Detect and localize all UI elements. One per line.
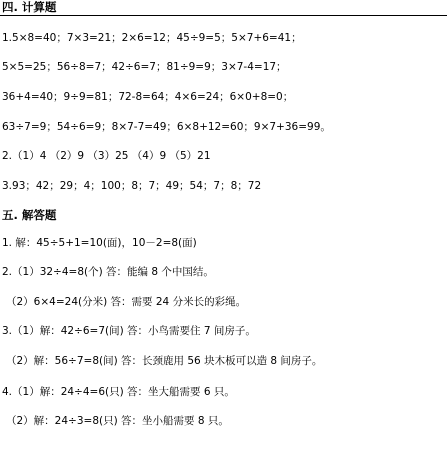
solve-line-2-2: （2）6×4=24(分米) 答：需要 24 分米长的彩绳。 bbox=[6, 296, 247, 308]
solve-line-3-2: （2）解：56÷7=8(间) 答：长颈鹿用 56 块木板可以造 8 间房子。 bbox=[6, 355, 323, 367]
solve-line-3-1: 3.（1）解：42÷6=7(间) 答：小鸟需要住 7 间房子。 bbox=[2, 325, 256, 337]
solve-line-4-2: （2）解：24÷3=8(只) 答：坐小船需要 8 只。 bbox=[6, 415, 229, 427]
calc-answer-3: 3.93；42；29；4；100；8；7；49；54；7；8；72 bbox=[2, 180, 262, 192]
calc-line-3: 36+4=40；9÷9=81；72-8=64；4×6=24；6×0+8=0； bbox=[2, 91, 294, 103]
calc-line-4: 63÷7=9；54÷6=9；8×7-7=49；6×8+12=60；9×7+36=99。 bbox=[2, 121, 331, 133]
section-four-title: 四. 计算题 bbox=[2, 0, 57, 14]
section-four-divider bbox=[0, 15, 447, 16]
section-five-title: 五. 解答题 bbox=[2, 208, 57, 222]
calc-line-1: 1.5×8=40；7×3=21；2×6=12；45÷9=5；5×7+6=41； bbox=[2, 32, 302, 44]
solve-line-4-1: 4.（1）解：24÷4=6(只) 答：坐大船需要 6 只。 bbox=[2, 386, 235, 398]
solve-line-1: 1. 解：45÷5+1=10(面)，10－2=8(面) bbox=[2, 237, 197, 249]
solve-line-2-1: 2.（1）32÷4=8(个) 答：能编 8 个中国结。 bbox=[2, 266, 214, 278]
calc-answer-2: 2.（1）4 （2）9 （3）25 （4）9 （5）21 bbox=[2, 150, 211, 162]
calc-line-2: 5×5=25；56÷8=7；42÷6=7；81÷9=9；3×7-4=17； bbox=[2, 61, 287, 73]
